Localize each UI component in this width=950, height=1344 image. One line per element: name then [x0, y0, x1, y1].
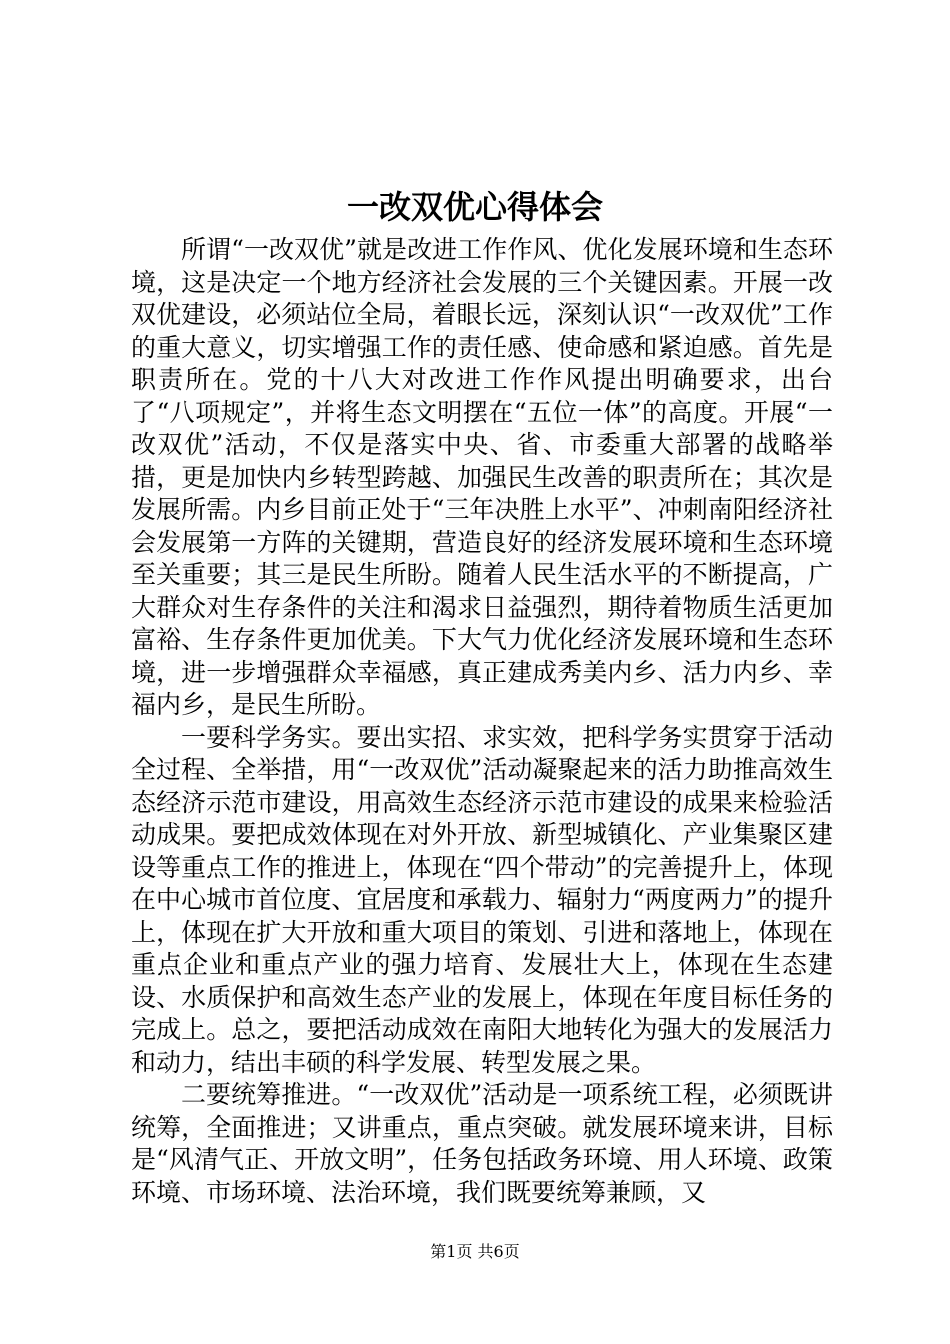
document-body	[131, 234, 833, 1209]
paragraph-intro: 所谓“一改双优”就是改进工作作风、优化发展环境和生态环境，这是决定一个地方经济社会发展的三个关键因素。开展一改双优建设，必须站位全局，着眼长远，深刻认识“一改双优”工作的重大意义，切实增强工作的责任感、使命感和紧迫感。首先是职责所在。党的十八大对改进工作作风提出明确要求，出台了“八项规定”，并将生态文明摆在“五位一体”的高度。开展“一改双优”活动，不仅是落实中央、省、市委重大部署的战略举措，更是加快内乡转型跨越、加强民生改善的职责所在；其次是发展所需。内乡目前正处于“三年决胜上水平”、冲刺南阳经济社会发展第一方阵的关键期，营造良好的经济发展环境和生态环境至关重要；其三是民生所盼。随着人民生活水平的不断提高，广大群众对生存条件的关注和渴求日益强烈，期待着物质生活更加富裕、生存条件更加优美。下大气力优化经济发展环境和生态环境，进一步增强群众幸福感，真正建成秀美内乡、活力内乡、幸福内乡，是民生所盼。	[131, 235, 833, 719]
paragraph-point-two: 二要统筹推进。“一改双优”活动是一项系统工程，必须既讲统筹，全面推进；又讲重点，重点突破。就发展环境来讲，目标是“风清气正、开放文明”，任务包括政务环境、用人环境、政策环境、市场环境、法治环境，我们既要统筹兼顾，又	[131, 1080, 833, 1207]
paragraph-point-one: 一要科学务实。要出实招、求实效，把科学务实贯穿于活动全过程、全举措，用“一改双优”活动凝聚起来的活力助推高效生态经济示范市建设，用高效生态经济示范市建设的成果来检验活动成果。要把成效体现在对外开放、新型城镇化、产业集聚区建设等重点工作的推进上，体现在“四个带动”的完善提升上，体现在中心城市首位度、宜居度和承载力、辐射力“两度两力”的提升上，体现在扩大开放和重大项目的策划、引进和落地上，体现在重点企业和重点产业的强力培育、发展壮大上，体现在生态建设、水质保护和高效生态产业的发展上，体现在年度目标任务的完成上。总之，要把活动成效在南阳大地转化为强大的发展活力和动力，结出丰硕的科学发展、转型发展之果。	[131, 722, 833, 1077]
page-number-footer: 第1页 共6页	[430, 1242, 520, 1261]
document-title: 一改双优心得体会	[346, 188, 603, 226]
